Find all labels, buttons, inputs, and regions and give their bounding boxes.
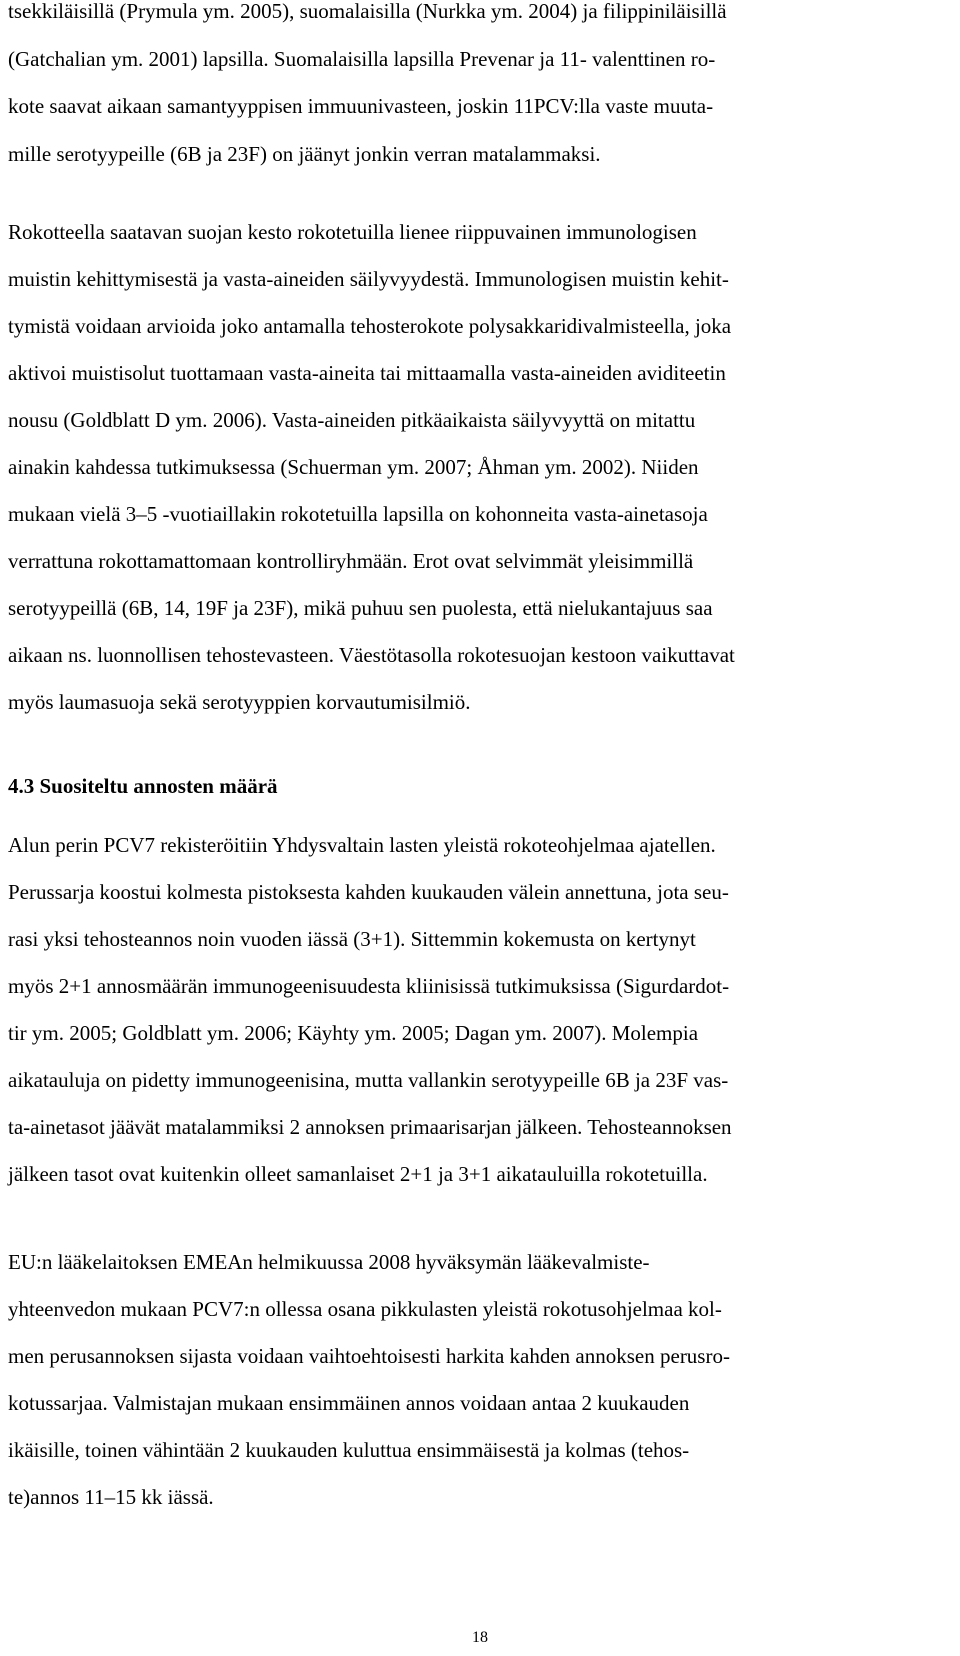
text-line: verrattuna rokottamattomaan kontrolliryhmään. Erot ovat selvimmät yleisimmillä: [8, 549, 694, 573]
text-line: te)annos 11–15 kk iässä.: [8, 1485, 214, 1509]
text-line: muistin kehittymisestä ja vasta-aineiden säilyvyydestä. Immunologisen muistin kehit-: [8, 267, 729, 291]
text-line: rasi yksi tehosteannos noin vuoden iässä (3+1). Sittemmin kokemusta on kertynyt: [8, 927, 696, 951]
text-line: Rokotteella saatavan suojan kesto rokotetuilla lienee riippuvainen immunologisen: [8, 220, 697, 244]
text-line: men perusannoksen sijasta voidaan vaihtoehtoisesti harkita kahden annoksen perusro-: [8, 1344, 730, 1368]
text-line: mukaan vielä 3–5 -vuotiaillakin rokotetuilla lapsilla on kohonneita vasta-ainetasoja: [8, 502, 708, 526]
page-number: 18: [472, 1629, 488, 1646]
text-line: tsekkiläisillä (Prymula ym. 2005), suomalaisilla (Nurkka ym. 2004) ja filippiniläisillä: [8, 0, 727, 23]
text-line: myös 2+1 annosmäärän immunogeenisuudesta kliinisissä tutkimuksissa (Sigurdardot-: [8, 974, 730, 998]
paragraph-dosing-schedule: [8, 822, 958, 1198]
text-line: EU:n lääkelaitoksen EMEAn helmikuussa 2008 hyväksymän lääkevalmiste-: [8, 1250, 650, 1274]
paragraph-emea-approval: [8, 1239, 958, 1521]
text-line: aktivoi muistisolut tuottamaan vasta-aineita tai mittaamalla vasta-aineiden aviditeetin: [8, 361, 726, 385]
text-line: ta-ainetasot jäävät matalammiksi 2 annoksen primaarisarjan jälkeen. Tehosteannoksen: [8, 1115, 732, 1139]
intro-paragraph: [8, 0, 958, 178]
text-line: nousu (Goldblatt D ym. 2006). Vasta-aineiden pitkäaikaista säilyvyyttä on mitattu: [8, 408, 696, 432]
paragraph-immunologic-memory: [8, 209, 958, 726]
text-line: aikaan ns. luonnollisen tehostevasteen. Väestötasolla rokotesuojan kestoon vaikuttavat: [8, 643, 735, 667]
text-line: Alun perin PCV7 rekisteröitiin Yhdysvaltain lasten yleistä rokoteohjelmaa ajatellen.: [8, 833, 716, 857]
text-line: ainakin kahdessa tutkimuksessa (Schuerman ym. 2007; Åhman ym. 2002). Niiden: [8, 455, 699, 479]
text-line: (Gatchalian ym. 2001) lapsilla. Suomalaisilla lapsilla Prevenar ja 11- valenttinen ro-: [8, 46, 716, 71]
text-line: aikatauluja on pidetty immunogeenisina, mutta vallankin serotyypeille 6B ja 23F vas-: [8, 1068, 729, 1092]
text-line: tymistä voidaan arvioida joko antamalla tehosterokote polysakkaridivalmisteella, joka: [8, 314, 732, 338]
text-line: mille serotyypeille (6B ja 23F) on jäänyt jonkin verran matalammaksi.: [8, 141, 601, 166]
text-line: kote saavat aikaan samantyyppisen immuunivasteen, joskin 11PCV:lla vaste muuta-: [8, 94, 714, 118]
text-line: yhteenvedon mukaan PCV7:n ollessa osana pikkulasten yleistä rokotusohjelmaa kol-: [8, 1297, 722, 1321]
section-heading: 4.3 Suositeltu annosten määrä: [8, 774, 278, 798]
text-line: myös laumasuoja sekä serotyyppien korvautumisilmiö.: [8, 690, 471, 714]
text-line: Perussarja koostui kolmesta pistoksesta kahden kuukauden välein annettuna, jota seu-: [8, 880, 729, 904]
text-line: serotyypeillä (6B, 14, 19F ja 23F), mikä puhuu sen puolesta, että nielukantajuus saa: [8, 596, 713, 620]
text-line: tir ym. 2005; Goldblatt ym. 2006; Käyhty ym. 2005; Dagan ym. 2007). Molempia: [8, 1021, 699, 1045]
text-line: kotussarjaa. Valmistajan mukaan ensimmäinen annos voidaan antaa 2 kuukauden: [8, 1391, 690, 1415]
text-line: ikäisille, toinen vähintään 2 kuukauden kuluttua ensimmäisestä ja kolmas (tehos-: [8, 1438, 690, 1462]
text-line: jälkeen tasot ovat kuitenkin olleet samanlaiset 2+1 ja 3+1 aikatauluilla rokotetuilla.: [8, 1162, 708, 1186]
